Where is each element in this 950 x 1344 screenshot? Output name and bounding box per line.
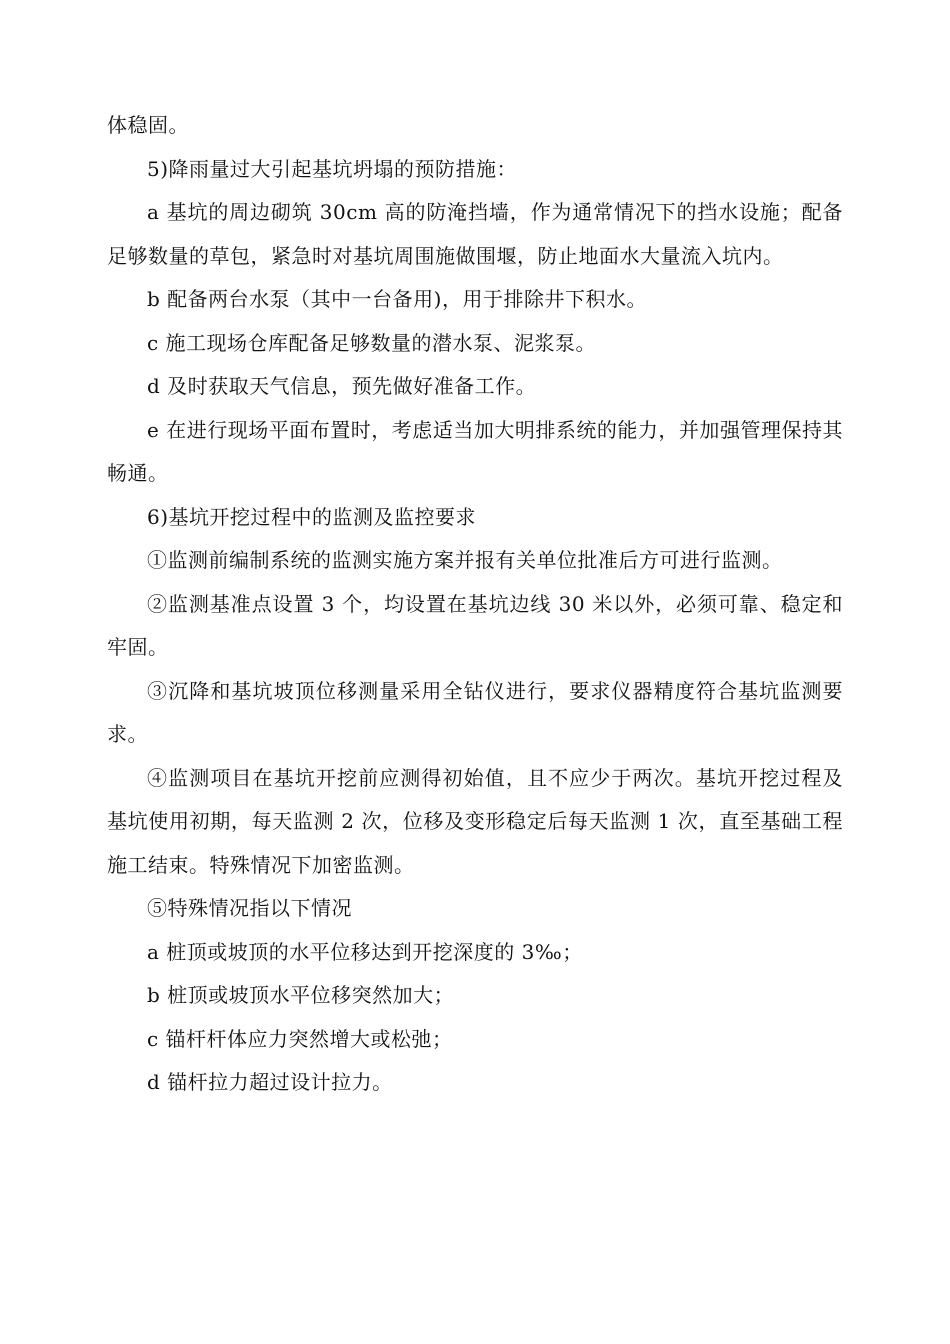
paragraph: a 基坑的周边砌筑 30cm 高的防淹挡墙，作为通常情况下的挡水设施；配备足够数量的草包，紧急时对基坑周围施做围堰，防止地面水大量流入坑内。: [107, 200, 843, 268]
document-body: [107, 104, 843, 1105]
paragraph: a 桩顶或坡顶的水平位移达到开挖深度的 3‰；: [147, 939, 583, 964]
paragraph: b 桩顶或坡顶水平位移突然加大；: [147, 983, 455, 1007]
paragraph-heading: 6)基坑开挖过程中的监测及监控要求: [147, 504, 477, 529]
paragraph: d 及时获取天气信息，预先做好准备工作。: [147, 374, 537, 398]
paragraph: c 锚杆杆体应力突然增大或松弛；: [147, 1026, 453, 1051]
paragraph: ①监测前编制系统的监测实施方案并报有关单位批准后方可进行监测。: [147, 548, 783, 572]
paragraph: ④监测项目在基坑开挖前应测得初始值，且不应少于两次。基坑开挖过程及基坑使用初期，每天监测 2 次，位移及变形稳定后每天监测 1 次，直至基础工程施工结束。特殊情况下加密监测。: [107, 765, 843, 877]
paragraph-heading: 5)降雨量过大引起基坑坍塌的预防措施：: [147, 156, 518, 181]
paragraph: ③沉降和基坑坡顶位移测量采用全钻仪进行，要求仪器精度符合基坑监测要求。: [107, 678, 843, 746]
paragraph: d 锚杆拉力超过设计拉力。: [147, 1070, 393, 1094]
paragraph: c 施工现场仓库配备足够数量的潜水泵、泥浆泵。: [147, 330, 597, 355]
paragraph: ⑤特殊情况指以下情况: [147, 896, 352, 920]
paragraph: b 配备两台水泵（其中一台备用)，用于排除井下积水。: [147, 287, 647, 311]
paragraph: ②监测基准点设置 3 个，均设置在基坑边线 30 米以外，必须可靠、稳定和牢固。: [107, 591, 843, 659]
paragraph: e 在进行现场平面布置时，考虑适当加大明排系统的能力，并加强管理保持其畅通。: [107, 417, 843, 485]
paragraph: 体稳固。: [107, 113, 189, 137]
